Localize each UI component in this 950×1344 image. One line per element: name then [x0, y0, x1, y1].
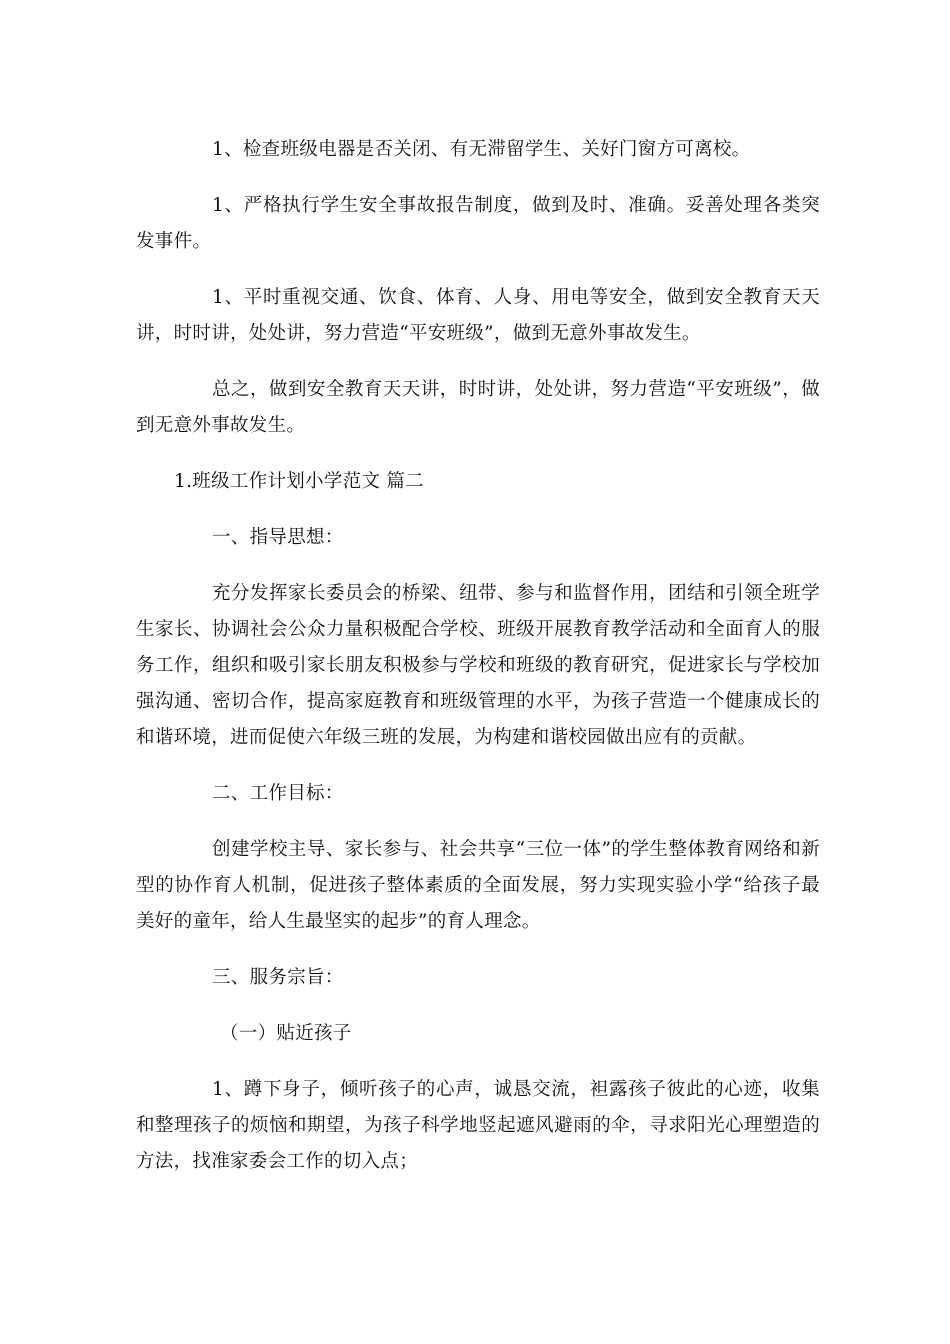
- heading-service-purpose: 三、服务宗旨：: [212, 967, 344, 988]
- paragraph-check-electrics: 1、检查班级电器是否关闭、有无滞留学生、关好门窗方可离校。: [212, 139, 751, 160]
- paragraph-summary: 总之，做到安全教育天天讲，时时讲，处处讲，努力营造“平安班级”，做到无意外事故发生。: [136, 379, 820, 436]
- paragraph-guiding-ideology: 充分发挥家长委员会的桥梁、纽带、参与和监督作用，团结和引领全班学生家长、协调社会公众力量积极配合学校、班级开展教育教学活动和全面育人的服务工作，组织和吸引家长朋友积极参与学校和班级的教育研究，促进家长与学校加强沟通、密切合作，提高家庭教育和班级管理的水平，为孩子营造一个健康成长的和谐环境，进而促使六年级三班的发展，为构建和谐校园做出应有的贡献。: [136, 583, 820, 748]
- heading-work-goals: 二、工作目标：: [212, 783, 344, 804]
- document-body: [136, 132, 820, 1180]
- subheading-close-to-children: （一）贴近孩子: [220, 1023, 352, 1044]
- paragraph-work-goals: 创建学校主导、家长参与、社会共享“三位一体”的学生整体教育网络和新型的协作育人机制，促进孩子整体素质的全面发展，努力实现实验小学“给孩子最美好的童年，给人生最坚实的起步”的育人理念。: [136, 839, 820, 932]
- section-title: 1.班级工作计划小学范文 篇二: [174, 471, 425, 492]
- paragraph-listen-to-children: 1、蹲下身子，倾听孩子的心声，诚恳交流，袒露孩子彼此的心迹，收集和整理孩子的烦恼和期望，为孩子科学地竖起遮风避雨的伞，寻求阳光心理塑造的方法，找准家委会工作的切入点；: [136, 1079, 820, 1172]
- paragraph-safety-education: 1、平时重视交通、饮食、体育、人身、用电等安全，做到安全教育天天讲，时时讲，处处讲，努力营造“平安班级”，做到无意外事故发生。: [136, 287, 820, 344]
- heading-guiding-ideology: 一、指导思想：: [212, 527, 344, 548]
- paragraph-accident-report: 1、严格执行学生安全事故报告制度，做到及时、准确。妥善处理各类突发事件。: [136, 195, 820, 252]
